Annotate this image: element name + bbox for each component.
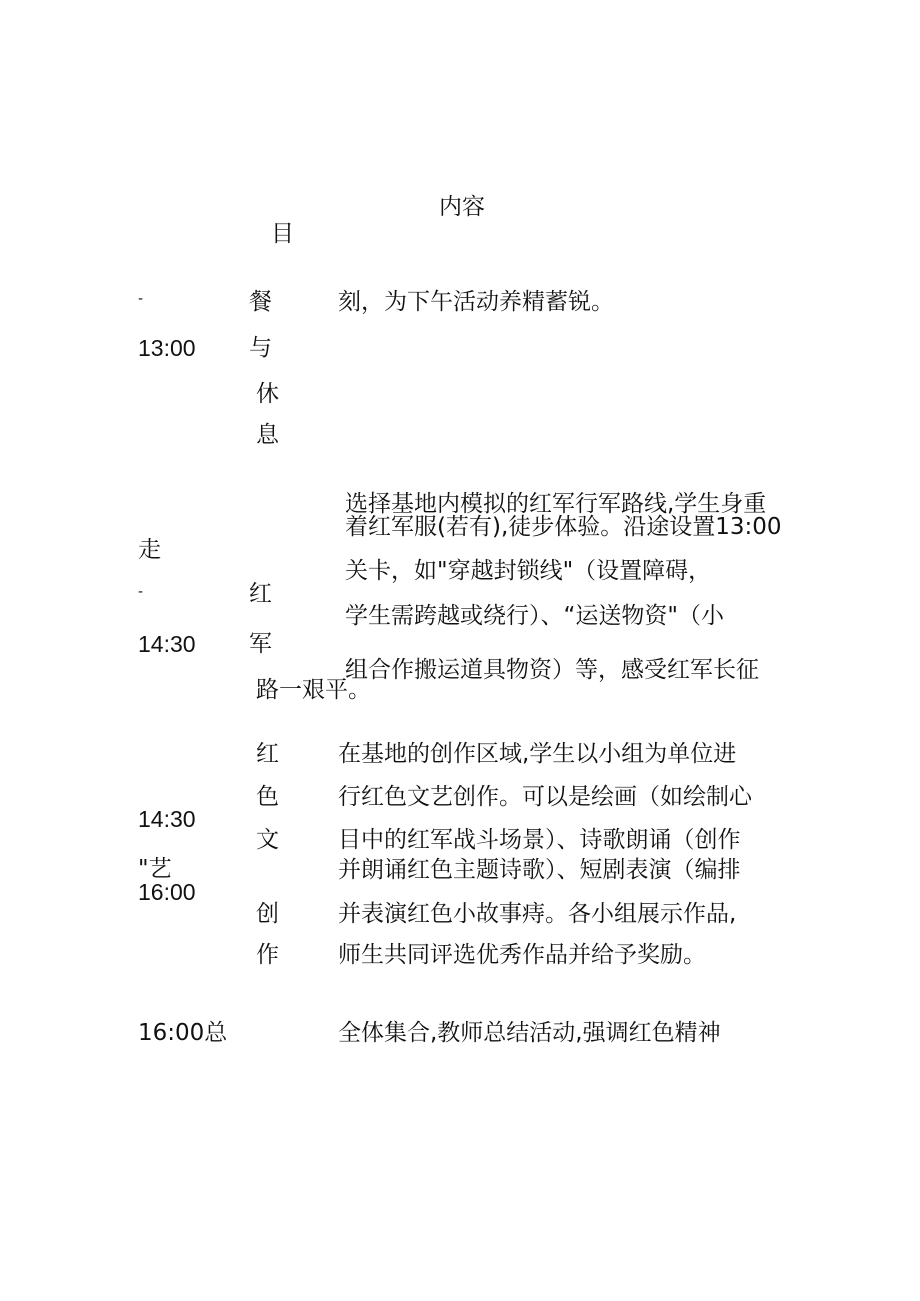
row4-time-start: 16:00总	[138, 1020, 228, 1046]
row2-content-line: 组合作搬运道具物资）等，感受红军长征	[345, 657, 759, 683]
row3-content-line: 师生共同评选优秀作品并给予奖励。	[338, 942, 706, 968]
row3-time-mid: "艺	[138, 856, 172, 882]
row2-content-line: 学生需跨越或绕行）、“运送物资"（小	[345, 603, 724, 629]
row1-time-end: 13:00	[138, 335, 196, 361]
row3-item-char: 作	[256, 942, 279, 968]
row3-content-line: 目中的红军战斗场景）、诗歌朗诵（创作	[338, 827, 741, 853]
row2-item-tail: 路一艰平。	[256, 677, 371, 703]
row1-item-char: 休	[256, 381, 279, 407]
row1-content-line: 刻，为下午活动养精蓄锐。	[338, 289, 614, 315]
row2-item-char: 红	[249, 581, 272, 607]
row2-time-prefix: 走	[138, 537, 161, 563]
row3-content-line: 行红色文艺创作。可以是绘画（如绘制心	[338, 784, 752, 810]
header-content: 内容	[439, 194, 485, 220]
row3-content-line: 并表演红色小故事痔。各小组展示作品,	[338, 901, 737, 927]
row2-content-line: 关卡，如"穿越封锁线"（设置障碍，	[345, 558, 712, 584]
row2-time-end: 14:30	[138, 631, 196, 657]
row2-content-line: 选择基地内模拟的红军行军路线,学生身重	[345, 491, 767, 517]
row1-item-char: 餐	[249, 289, 272, 315]
row3-content-line: 并朗诵红色主题诗歌）、短剧表演（编排	[338, 857, 741, 883]
row1-item-char: 与	[249, 335, 272, 361]
row3-time-end: 16:00	[138, 879, 196, 905]
row1-item-char: 息	[256, 422, 279, 448]
row3-time-start: 14:30	[138, 806, 196, 832]
row3-item-char: 创	[256, 901, 279, 927]
row3-item-char: 红	[256, 741, 279, 767]
row1-time-dash: -	[138, 291, 144, 307]
row2-time-dash: -	[138, 584, 144, 600]
row3-content-line: 在基地的创作区域,学生以小组为单位进	[338, 741, 737, 767]
row3-item-char: 色	[256, 784, 279, 810]
row2-content-line: 着红军服(若有),徒步体验。沿途设置13:00	[345, 514, 782, 540]
header-item: 目	[271, 221, 294, 247]
row2-item-char: 军	[249, 631, 272, 657]
row4-content-line: 全体集合,教师总结活动,强调红色精神	[338, 1020, 721, 1046]
row3-item-char: 文	[256, 827, 279, 853]
